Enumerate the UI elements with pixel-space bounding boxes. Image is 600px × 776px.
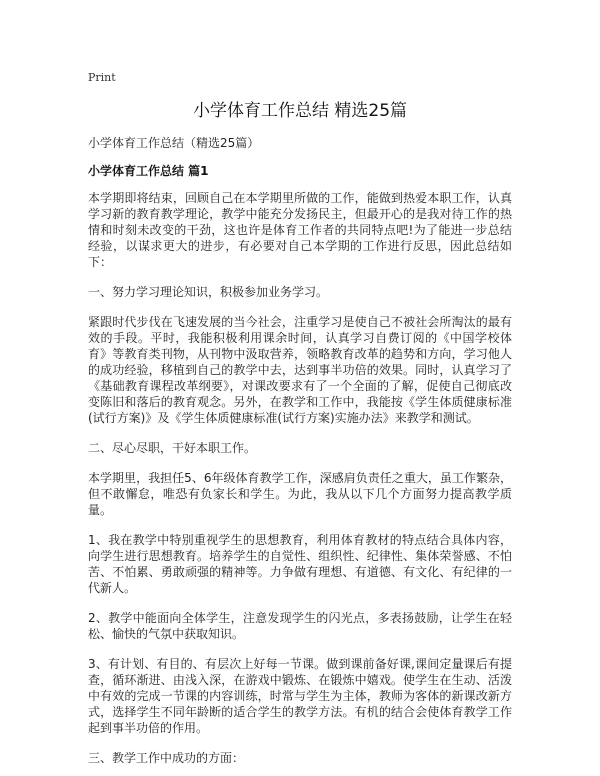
document-subtitle: 小学体育工作总结（精选25篇）	[88, 136, 260, 150]
paragraph-point-3: 3、有计划、有目的、有层次上好每一节课。做到课前备好课,课间定量课后有提查，循环渐进、由浅入深，在游戏中锻炼、在锻炼中嬉戏。使学生在生动、活泼中有效的完成一节课的内容训练，时常与学生为主体，教师为客体的新课改新方式，选择学生不同年龄断的适合学生的教学方法。有机的结合会使体育教学工作起到事半功倍的作用。	[88, 657, 512, 735]
paragraph-duty: 本学期里，我担任5、6年级体育教学工作，深感肩负责任之重大，虽工作繁杂，但不敢懈怠，唯恐有负家长和学生。为此，我从以下几个方面努力提高教学质量。	[88, 471, 512, 517]
paragraph-intro: 本学期即将结束，回顾自己在本学期里所做的工作，能做到热爱本职工作，认真学习新的教育教学理论，教学中能充分发扬民主，但最开心的是我对待工作的热情和时刻未改变的干劲，这也许是体育工作者的共同特点吧!为了能进一步总结经验，以谋求更大的进步，有必要对自己本学期的工作进行反思，因此总结如下：	[88, 191, 512, 269]
heading-success: 三、教学工作中成功的方面：	[88, 751, 245, 765]
heading-study-theory: 一、努力学习理论知识，积极参加业务学习。	[88, 285, 329, 299]
section-title: 小学体育工作总结 篇1	[88, 164, 209, 178]
print-link[interactable]: Print	[88, 71, 116, 84]
paragraph-point-1: 1、我在教学中特别重视学生的思想教育，利用体育教材的特点结合具体内容，向学生进行思想教育。培养学生的自觉性、组织性、纪律性、集体荣誉感、不怕苦、不怕累、勇敢顽强的精神等。力争做有理想、有道德、有文化、有纪律的一代新人。	[88, 533, 512, 595]
paragraph-point-2: 2、教学中能面向全体学生，注意发现学生的闪光点，多表扬鼓励，让学生在轻松、愉快的气氛中获取知识。	[88, 611, 512, 641]
heading-duty: 二、尽心尽职，干好本职工作。	[88, 441, 257, 455]
document-title: 小学体育工作总结 精选25篇	[192, 101, 408, 121]
paragraph-study-theory: 紧跟时代步伐在飞速发展的当今社会，注重学习是使自己不被社会所淘汰的最有效的手段。平时，我能积极利用课余时间，认真学习自费订阅的《中国学校体育》等教育类刊物，从刊物中汲取营养，领略教育改革的趋势和方向，学习他人的成功经验，移植到自己的教学中去，达到事半功倍的效果。同时，认真学习了《基础教育课程改革纲要》，对课改要求有了一个全面的了解，促使自己彻底改变陈旧和落后的教育观念。另外，在教学和工作中，我能按《学生体质健康标准(试行方案)》及《学生体质健康标准(试行方案)实施办法》来教学和测试。	[88, 315, 512, 425]
